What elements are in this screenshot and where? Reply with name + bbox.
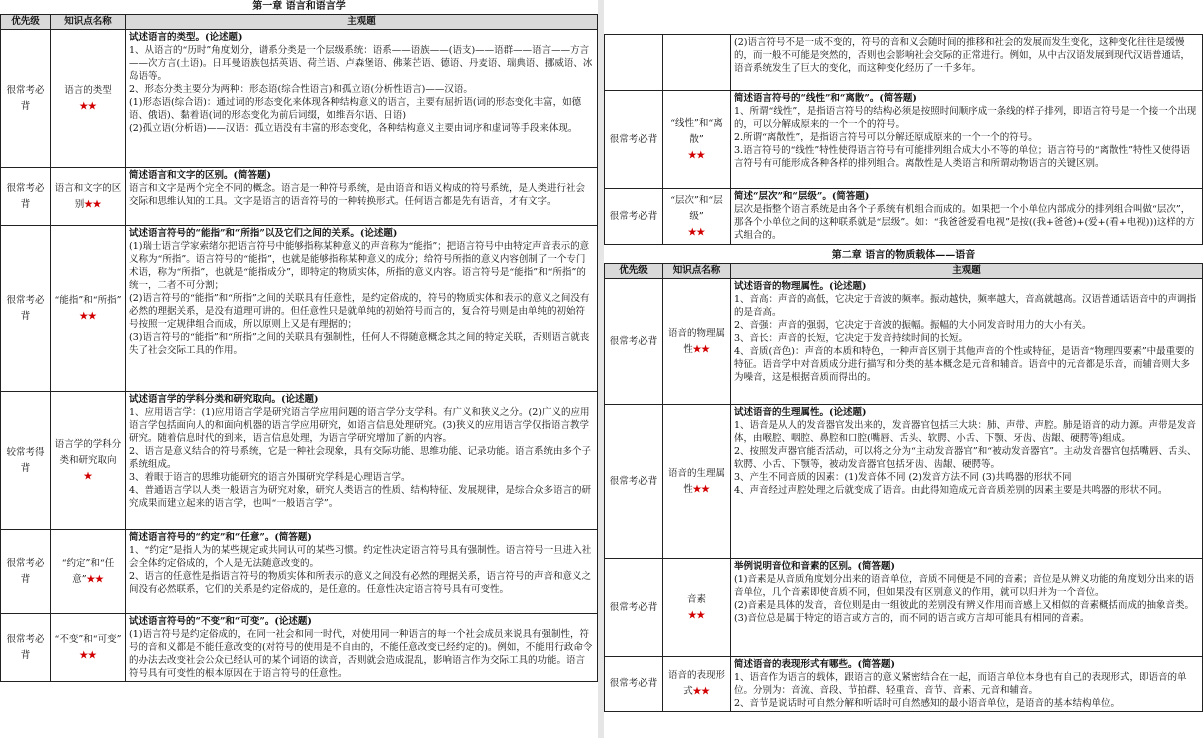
table-row: [1, 30, 598, 168]
knowledge-table: [0, 14, 598, 682]
priority-cell: 很常考必背: [605, 189, 663, 245]
priority-cell: 较常考得背: [1, 392, 51, 530]
header-subjective: 主观题: [126, 15, 598, 30]
table-row: [1, 168, 598, 226]
priority-cell: 很常考必背: [1, 614, 51, 682]
star-rating: ★★: [79, 100, 97, 112]
content-cell: 试述语言符号的“不变”和“可变”。(论述题) (1)语言符号是约定俗成的，在同一社会和同一时代，对使用同一种语言的每一个社会成员来说具有强制性，符号的音和义都是不能任意改变的(对符号的使用是不自由的，不能任意改变已经约定的)。例如，不能用行政命令的办法去改变社会公众已经认可的某个词语的读音，否则就会造成混乱，影响语言作为交际工具的功能。语言符号具有可变性的根本原因在于语言符号的任意性。: [126, 614, 598, 682]
content-cell: 试述语言学的学科分类和研究取向。(论述题) 1、应用语言学：(1)应用语言学是研究语言学应用问题的语言学分支学科。有广义和狭义之分。(2)广义的应用语言学包括面向人的和面向机器的语言学应用研究，如语言信息处理研究。(3)狭义的应用语言学仅指语言教学研究。随着信息时代的到来，语言信息处理，为语言学研究增加了新的内容。 2、语言是意义结合的符号系统，它是一种社会现象，具有交际功能、思维功能、记录功能。语言系统由多个子系统组成。 3、着眼于语言的思维功能研究的语言外围研究学科是心理语言学。 4、普通语言学以人类一般语言为研究对象，研究人类语言的性质、结构特征、发展规律，是综合众多语言的研究成果而建立起来的语言学，也叫“一般语言学”。: [126, 392, 598, 530]
name-cell: “不变”和“可变” ★★: [51, 614, 126, 682]
star-rating: ★★: [79, 649, 97, 661]
priority-cell: 很常考必背: [605, 405, 663, 559]
content-cell: 试述语音的生理属性。(论述题) 1、语音是从人的发音器官发出来的，发音器官包括三大块：肺、声带、声腔。肺是语音的动力源。声带是发音体，由喉腔、咽腔、鼻腔和口腔(嘴唇、舌头、软腭、小舌、下颚、牙齿、齿龈、硬腭等)组成。 2、按照发声器官能否活动，可以将之分为“主动发音器官”和“被动发音器官”。主动发音器官包括嘴唇、舌头、软腭、小舌、下颚等，被动发音器官包括牙齿、齿龈、硬腭等。 3、产生不同音质的因素：(1)发音体不同 (2)发音方法不同 (3)共鸣器的形状不同 4、声音经过声腔处理之后就变成了语音。由此得知造成元音音质差别的因素主要是共鸣器的形状不同。: [731, 405, 1203, 559]
content-cell: 简述语言符号的“约定”和“任意”。(简答题) 1、“约定”是指人为的某些规定或共同认可的某些习惯。约定性决定语言符号具有强制性。语言符号一旦进入社会全体约定俗成的，个人是无法随意改变的。 2、语言的任意性是指语言符号的物质实体和所表示的意义之间没有必然的理据关系，语言符号的声音和意义之间没有必然联系，它们的关系是约定俗成的，是任意的。任意性决定语言符号具有可变性。: [126, 530, 598, 614]
name-cell: 语音的表现形式★★: [663, 657, 731, 712]
page-left: [0, 0, 598, 738]
header-subjective: 主观题: [731, 264, 1203, 279]
priority-cell: 很常考必背: [1, 168, 51, 226]
content-cell: 试述语言的类型。(论述题) 1、从语言的“历时”角度划分，谱系分类是一个层级系统：语系——语族——(语支)——语群——语言——方言——次方言(土语)。日耳曼语族包括英语、荷兰语、卢森堡语、佛莱芒语、德语、丹麦语、瑞典语、挪威语、冰岛语等。 2、形态分类主要分为两种：形态语(综合性语言)和孤立语(分析性语言)——汉语。 (1)形态语(综合语)：通过词的形态变化来体现各种结构意义的语言，主要有屈折语(词的形态变化丰富，如德语、俄语)、黏着语(词的形态变化为前后词缀，如维吾尔语、日语) (2)孤立语(分析语)——汉语：孤立语没有丰富的形态变化，各种结构意义主要由词序和虚词等手段来体现。: [126, 30, 598, 168]
table-row: [605, 657, 1203, 712]
star-rating: ★★: [687, 609, 706, 621]
chapter-title: 第二章 语言的物质载体——语音: [831, 250, 976, 261]
priority-cell: 很常考必背: [1, 530, 51, 614]
table-row: [605, 405, 1203, 559]
star-rating: ★★: [687, 226, 706, 238]
star-rating: ★★: [84, 198, 102, 210]
priority-cell: 很常考必背: [605, 559, 663, 657]
star-rating: ★★: [79, 310, 97, 322]
content-cell: 简述语音的表现形式有哪些。(简答题) 1、语音作为语言的载体，跟语言的意义紧密结合在一起，而语言单位本身也有自己的表现形式，即语音的单位。分别为：音流、音段、节拍群、轻重音、音节、音素、元音和辅音。 2、音节是说话时可自然分解和听话时可自然感知的最小语音单位，是语音的基本结构单位。: [731, 657, 1203, 712]
content-cell: (2)语言符号不是一成不变的，符号的音和义会随时间的推移和社会的发展而发生变化，这种变化往往是缓慢的，而一般不可能是突然的，否则也会影响社会交际的正常进行。例如，从中古汉语发展到现代汉语普通话，语音系统发生了巨大的变化，而这种变化经历了一千多年。: [731, 35, 1203, 91]
content-cell: 简述语言符号的“线性”和“离散”。(简答题) 1、所谓“线性”，是指语言符号的结构必须是按照时间顺序成一条线的样子排列，即语言符号是一个接一个出现的，可以分解成原来的一个一个的符号。 2.所谓“离散性”，是指语言符号可以分解还原成原来的一个一个的符号。 3.语言符号的“线性”特性使得语言符号有可能排列组合成大小不等的单位；语言符号的“离散性”特性又使得语言符号有可能形成各种各样的排列组合。离散性是人类语言和所谓动物语言的关键区别。: [731, 91, 1203, 189]
content-cell: 简述“层次”和“层级”。(简答题) 层次是指整个语言系统是由各个子系统有机组合而成的。如果把一个小单位内部成分的排列组合叫做“层次”，那各个小单位之间的这种联系就是“层级”。如：“我爸爸爱看电视”是按((我+爸爸)+(爱+(看+电视)))这样的方式组合的。: [731, 189, 1203, 245]
priority-cell: 很常考必背: [605, 657, 663, 712]
content-cell: 试述语言符号的“能指”和“所指”以及它们之间的关系。(论述题) (1)瑞士语言学家索绪尔把语言符号中能够指称某种意义的声音称为“能指”；把语言符号中由特定声音表示的意义称为“所指”。语言符号的“能指”，也就是能够指称某种意义的成分；给符号所指的意义内容创制了一个专门术语，称为“所指”，也就是“能指成分”，即特定的物质实体，所指的意义内容。语言符号是“能指”和“所指”的统一，二者不可分割； (2)语言符号的“能指”和“所指”之间的关联具有任意性，是约定俗成的，符号的物质实体和表示的意义之间没有必然的理据关系，是没有道理可讲的。但任意性只是就单纯的初始符号而言的，复合符号则是由单纯的初始符号按照一定规律组合而成，所以原则上又是有理据的； (3)语言符号的“能指”和“所指”之间的关联具有强制性，任何人不得随意概念其之间的特定关联，否则语言就丧失了社会交际工具的作用。: [126, 226, 598, 392]
name-cell: 语言和文字的区别★★: [51, 168, 126, 226]
name-cell: 语音的生理属性★★: [663, 405, 731, 559]
table-row: [1, 392, 598, 530]
table-row: [605, 35, 1203, 91]
name-cell: 语音的物理属性★★: [663, 279, 731, 405]
name-cell: 音素 ★★: [663, 559, 731, 657]
priority-cell: 很常考必背: [1, 30, 51, 168]
name-cell: “约定”和“任意”★★: [51, 530, 126, 614]
header-name: 知识点名称: [663, 264, 731, 279]
name-cell: “线性”和“离散” ★★: [663, 91, 731, 189]
priority-cell: 很常考必背: [605, 279, 663, 405]
table-header-row: [605, 264, 1203, 279]
name-cell: 语言学的学科分类和研究取向 ★: [51, 392, 126, 530]
page-right: [604, 0, 1203, 738]
star-rating: ★★: [692, 343, 710, 355]
table-row: [1, 226, 598, 392]
content-cell: 试述语音的物理属性。(论述题) 1、音高：声音的高低，它决定于音波的频率。振动越快，频率越大，音高就越高。汉语普通话语音中的声调指的是音高。 2、音强：声音的强弱，它决定于音波的振幅。振幅的大小同发音时用力的大小有关。 3、音长：声音的长短，它决定于发音持续时间的长短。 4、音质(音色)：声音的本质和特色，一种声音区别于其他声音的个性或特征，是语音“物理四要素”中最重要的特征。语音学中对音质成分进行描写和分类的基本概念是元音和辅音。语音中的元音都是乐音，而辅音则大多为噪音，这是根据音质而得出的。: [731, 279, 1203, 405]
name-cell: [663, 35, 731, 91]
table-row: [605, 279, 1203, 405]
name-cell: “能指”和“所指” ★★: [51, 226, 126, 392]
knowledge-table: [604, 263, 1203, 712]
content-cell: 简述语言和文字的区别。(简答题) 语言和文字是两个完全不同的概念。语言是一种符号系统，是由语音和语义构成的符号系统，是人类进行社会交际和思维认知的工具。文字是语言的语音符号的一种转换形式。任何语言都是先有语音，才有文字。: [126, 168, 598, 226]
name-cell: “层次”和“层级” ★★: [663, 189, 731, 245]
star-rating: ★★: [687, 149, 706, 161]
priority-cell: [605, 35, 663, 91]
header-priority: 优先级: [605, 264, 663, 279]
star-rating: ★★: [86, 573, 104, 585]
chapter-title: 第一章 语言和语言学: [252, 1, 346, 12]
star-rating: ★★: [692, 686, 710, 697]
priority-cell: 很常考必背: [1, 226, 51, 392]
content-cell: 举例说明音位和音素的区别。(简答题) (1)音素是从音质角度划分出来的语音单位，音质不同便是不同的音素；音位是从辨义功能的角度划分出来的语音单位，几个音素即使音质不同，但如果没有区别意义的作用，就可以归并为一个音位。 (2)音素是具体的发音，音位则是由一组彼此的差别没有辨义作用而音感上又相似的音素概括而成的抽象音类。 (3)音位总是属于特定的语言或方言的，而不同的语言或方言却可能具有相同的音素。: [731, 559, 1203, 657]
knowledge-table-continued: [604, 34, 1203, 245]
header-priority: 优先级: [1, 15, 51, 30]
star-rating: ★: [83, 470, 93, 482]
name-cell: 语言的类型 ★★: [51, 30, 126, 168]
table-row: [1, 614, 598, 682]
table-row: [1, 530, 598, 614]
table-row: [605, 91, 1203, 189]
priority-cell: 很常考必背: [605, 91, 663, 189]
table-row: [605, 189, 1203, 245]
star-rating: ★★: [692, 483, 710, 495]
table-header-row: [1, 15, 598, 30]
table-row: [605, 559, 1203, 657]
header-name: 知识点名称: [51, 15, 126, 30]
